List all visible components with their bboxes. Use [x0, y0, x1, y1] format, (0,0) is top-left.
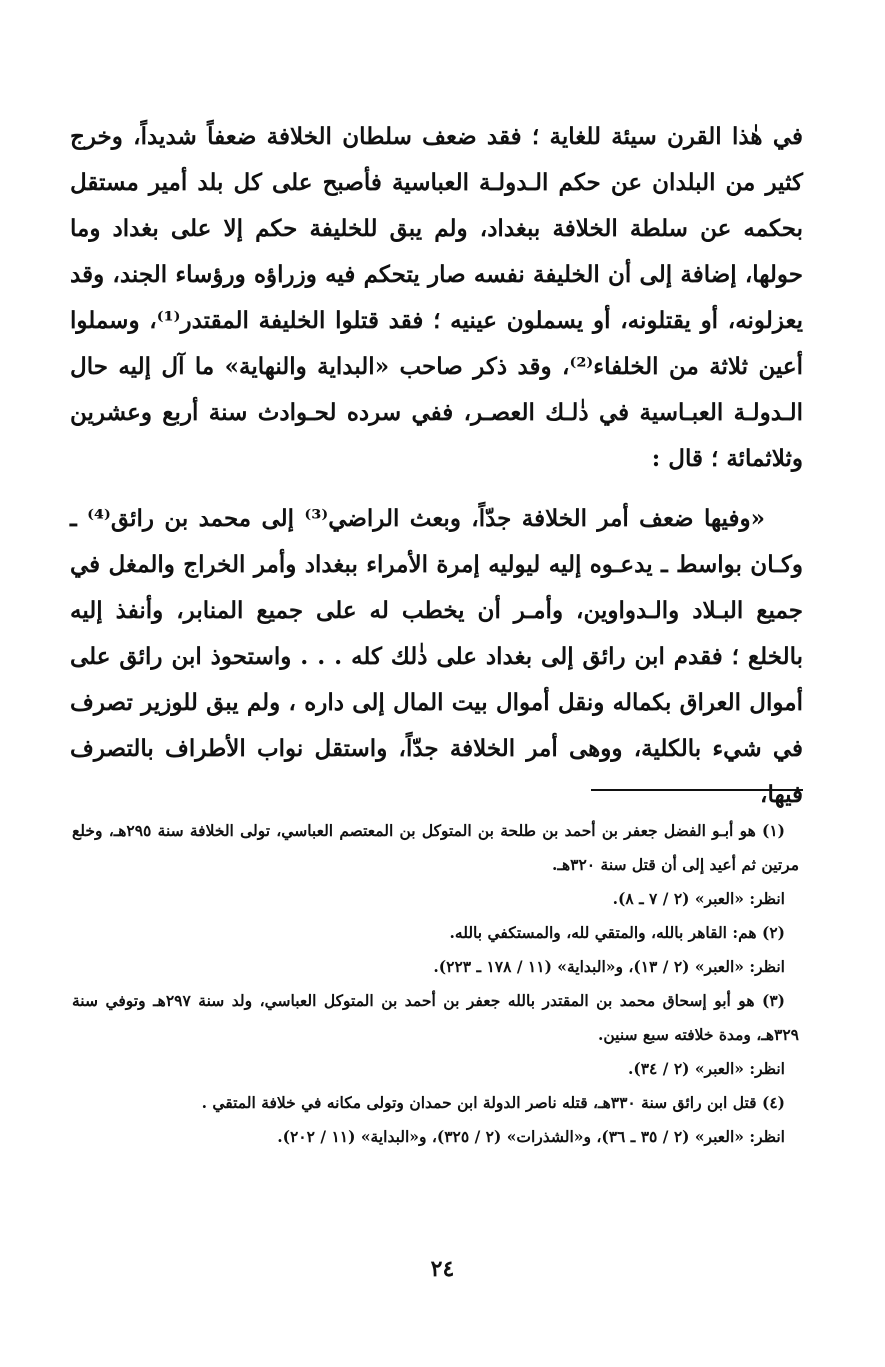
footnotes: [72, 814, 799, 1154]
body-paragraph-1: في هٰذا القرن سيئة للغاية ؛ فقد ضعف سلطان الخلافة ضعفاً شديداً، وخرج كثير من البلدان عن حكم الـدولـة العباسية فأصبح على كل بلد أمير مستقل بحكمه عن سلطة الخلافة ببغداد، ولم يبق للخليفة حكم إلا على بغداد وما حولها، إضافة إلى أن الخليفة نفسه صار يتحكم فيه وزراؤه ورؤساء الجند، وقد يعزلونه، أو يقتلونه، أو يسملون عينيه ؛ فقد قتلوا الخليفة المقتدر⁽¹⁾، وسملوا أعين ثلاثة من الخلفاء⁽²⁾، وقد ذكر صاحب «البداية والنهاية» ما آل إليه حال الـدولـة العبـاسية في ذٰلـك العصـر، ففي سرده لحـوادث سنة أربع وعشرين وثلاثمائة ؛ قال :: [70, 123, 804, 472]
footnote-4-reference: انظر: «العبر» (٢ / ٣٥ ـ ٣٦)، و«الشذرات» (٢ / ٣٢٥)، و«البداية» (١١ / ٢٠٢).: [277, 1127, 785, 1146]
footnote-2: (٢) هم: القاهر بالله، والمتقي لله، والمستكفي بالله.: [449, 923, 785, 942]
quoted-paragraph: «وفيها ضعف أمر الخلافة جدّاً، وبعث الراضي⁽³⁾ إلى محمد بن رائق⁽⁴⁾ ـ وكـان بواسط ـ يدعـوه إليه ليوليه إمرة الأمراء ببغداد وأمر الخراج والمغل في جميع البـلاد والـدواوين، وأمـر أن يخطب له على جميع المنابر، وأنفذ إليه بالخلع ؛ فقدم ابن رائق إلى بغداد على ذٰلك كله . . . واستحوذ ابن رائق على أموال العراق بكماله ونقل أموال بيت المال إلى داره ، ولم يبق للوزير تصرف في شيء بالكلية، ووهى أمر الخلافة جدّاً، واستقل نواب الأطراف بالتصرف فيها،: [70, 505, 803, 808]
main-text: [70, 114, 803, 818]
footnote-1-reference: انظر: «العبر» (٢ / ٧ ـ ٨).: [612, 889, 785, 908]
footnote-4: (٤) قتل ابن رائق سنة ٣٣٠هـ، قتله ناصر الدولة ابن حمدان وتولى مكانه في خلافة المتقي .: [201, 1093, 785, 1112]
footnote-3-reference: انظر: «العبر» (٢ / ٣٤).: [627, 1059, 785, 1078]
page-number: ٢٤: [430, 1256, 455, 1282]
footnote-divider: [591, 789, 803, 791]
footnote-1: (١) هو أبـو الفضل جعفر بن أحمد بن طلحة بن المتوكل بن المعتصم العباسي، تولى الخلافة سنة ٢٩٥هـ، وخلع مرتين ثم أعيد إلى أن قتل سنة ٣٢٠هـ.: [72, 821, 799, 874]
footnote-3: (٣) هو أبو إسحاق محمد بن المقتدر بالله جعفر بن أحمد بن المتوكل العباسي، ولد سنة ٢٩٧هـ وتوفي سنة ٣٢٩هـ، ومدة خلافته سبع سنين.: [72, 991, 799, 1044]
footnote-2-reference: انظر: «العبر» (٢ / ١٣)، و«البداية» (١١ / ١٧٨ ـ ٢٢٣).: [433, 957, 785, 976]
